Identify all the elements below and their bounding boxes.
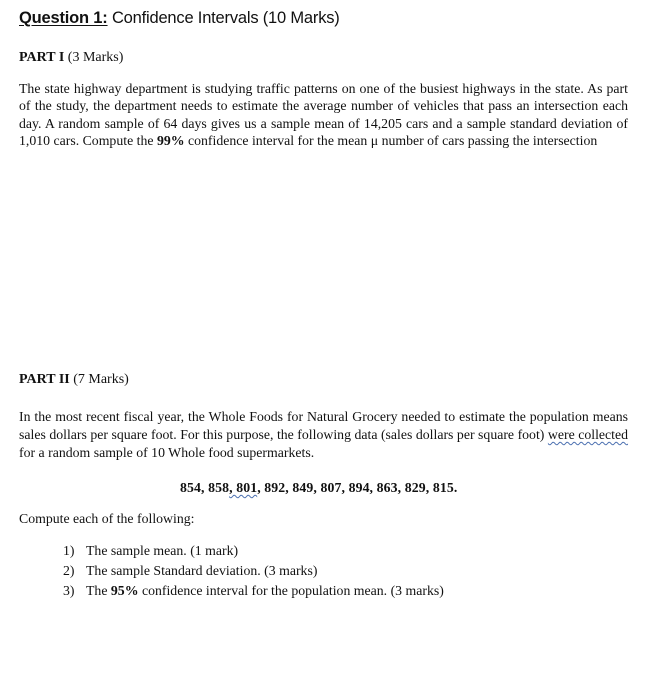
task-number: 3) <box>63 583 75 598</box>
part2-body-end: for a random sample of 10 Whole food supermarkets. <box>19 445 315 461</box>
sample-data-values <box>180 480 457 496</box>
question-title <box>19 9 340 28</box>
task-text: The sample mean. (1 mark) <box>86 543 239 558</box>
part2-label: PART II <box>19 372 70 387</box>
task-item <box>63 582 444 602</box>
task-number: 2) <box>63 563 75 578</box>
part1-confidence-level: 99% <box>156 132 185 148</box>
task-text: The sample Standard deviation. (3 marks) <box>86 563 318 578</box>
task-item <box>63 542 444 562</box>
task-confidence-level: 95% <box>110 583 139 598</box>
part1-heading <box>19 50 123 66</box>
part1-label: PART I <box>19 50 65 65</box>
part1-marks: (3 Marks) <box>64 50 124 65</box>
part1-problem-text <box>19 80 628 149</box>
grammar-flagged-data[interactable]: , 801 <box>229 480 258 495</box>
task-list <box>63 542 444 602</box>
question-label: Question 1: <box>19 9 108 27</box>
task-item <box>63 562 444 582</box>
task-number: 1) <box>63 543 75 558</box>
part1-body-end: confidence interval for the mean μ number of cars passing the intersection <box>184 132 598 148</box>
sample-data-start: 854, 858 <box>180 480 230 495</box>
task-text-start: The <box>86 583 111 598</box>
part1-body-text: The state highway department is studying traffic patterns on one of the busiest highways in the state. As part of the study, the department needs to estimate the average number of vehicles that pass an intersection each day. A random sample of 64 days gives us a sample mean of 14,205 cars and a sample standard deviation of 1,010 cars. Compute the <box>19 81 628 148</box>
part2-body-text: In the most recent fiscal year, the Whole Foods for Natural Grocery needed to estimate the population means sales dollars per square foot. For this purpose, the following data (sales dollars per square foot) <box>19 409 628 443</box>
part2-marks: (7 Marks) <box>69 372 129 387</box>
part2-heading <box>19 372 129 388</box>
task-text-end: confidence interval for the population mean. (3 marks) <box>138 583 444 598</box>
sample-data-end: , 892, 849, 807, 894, 863, 829, 815. <box>257 480 458 495</box>
question-heading-text: Confidence Intervals (10 Marks) <box>107 9 340 27</box>
part2-problem-text <box>19 408 628 463</box>
compute-instruction: Compute each of the following: <box>19 511 195 526</box>
grammar-flagged-text[interactable]: were collected <box>547 427 629 443</box>
